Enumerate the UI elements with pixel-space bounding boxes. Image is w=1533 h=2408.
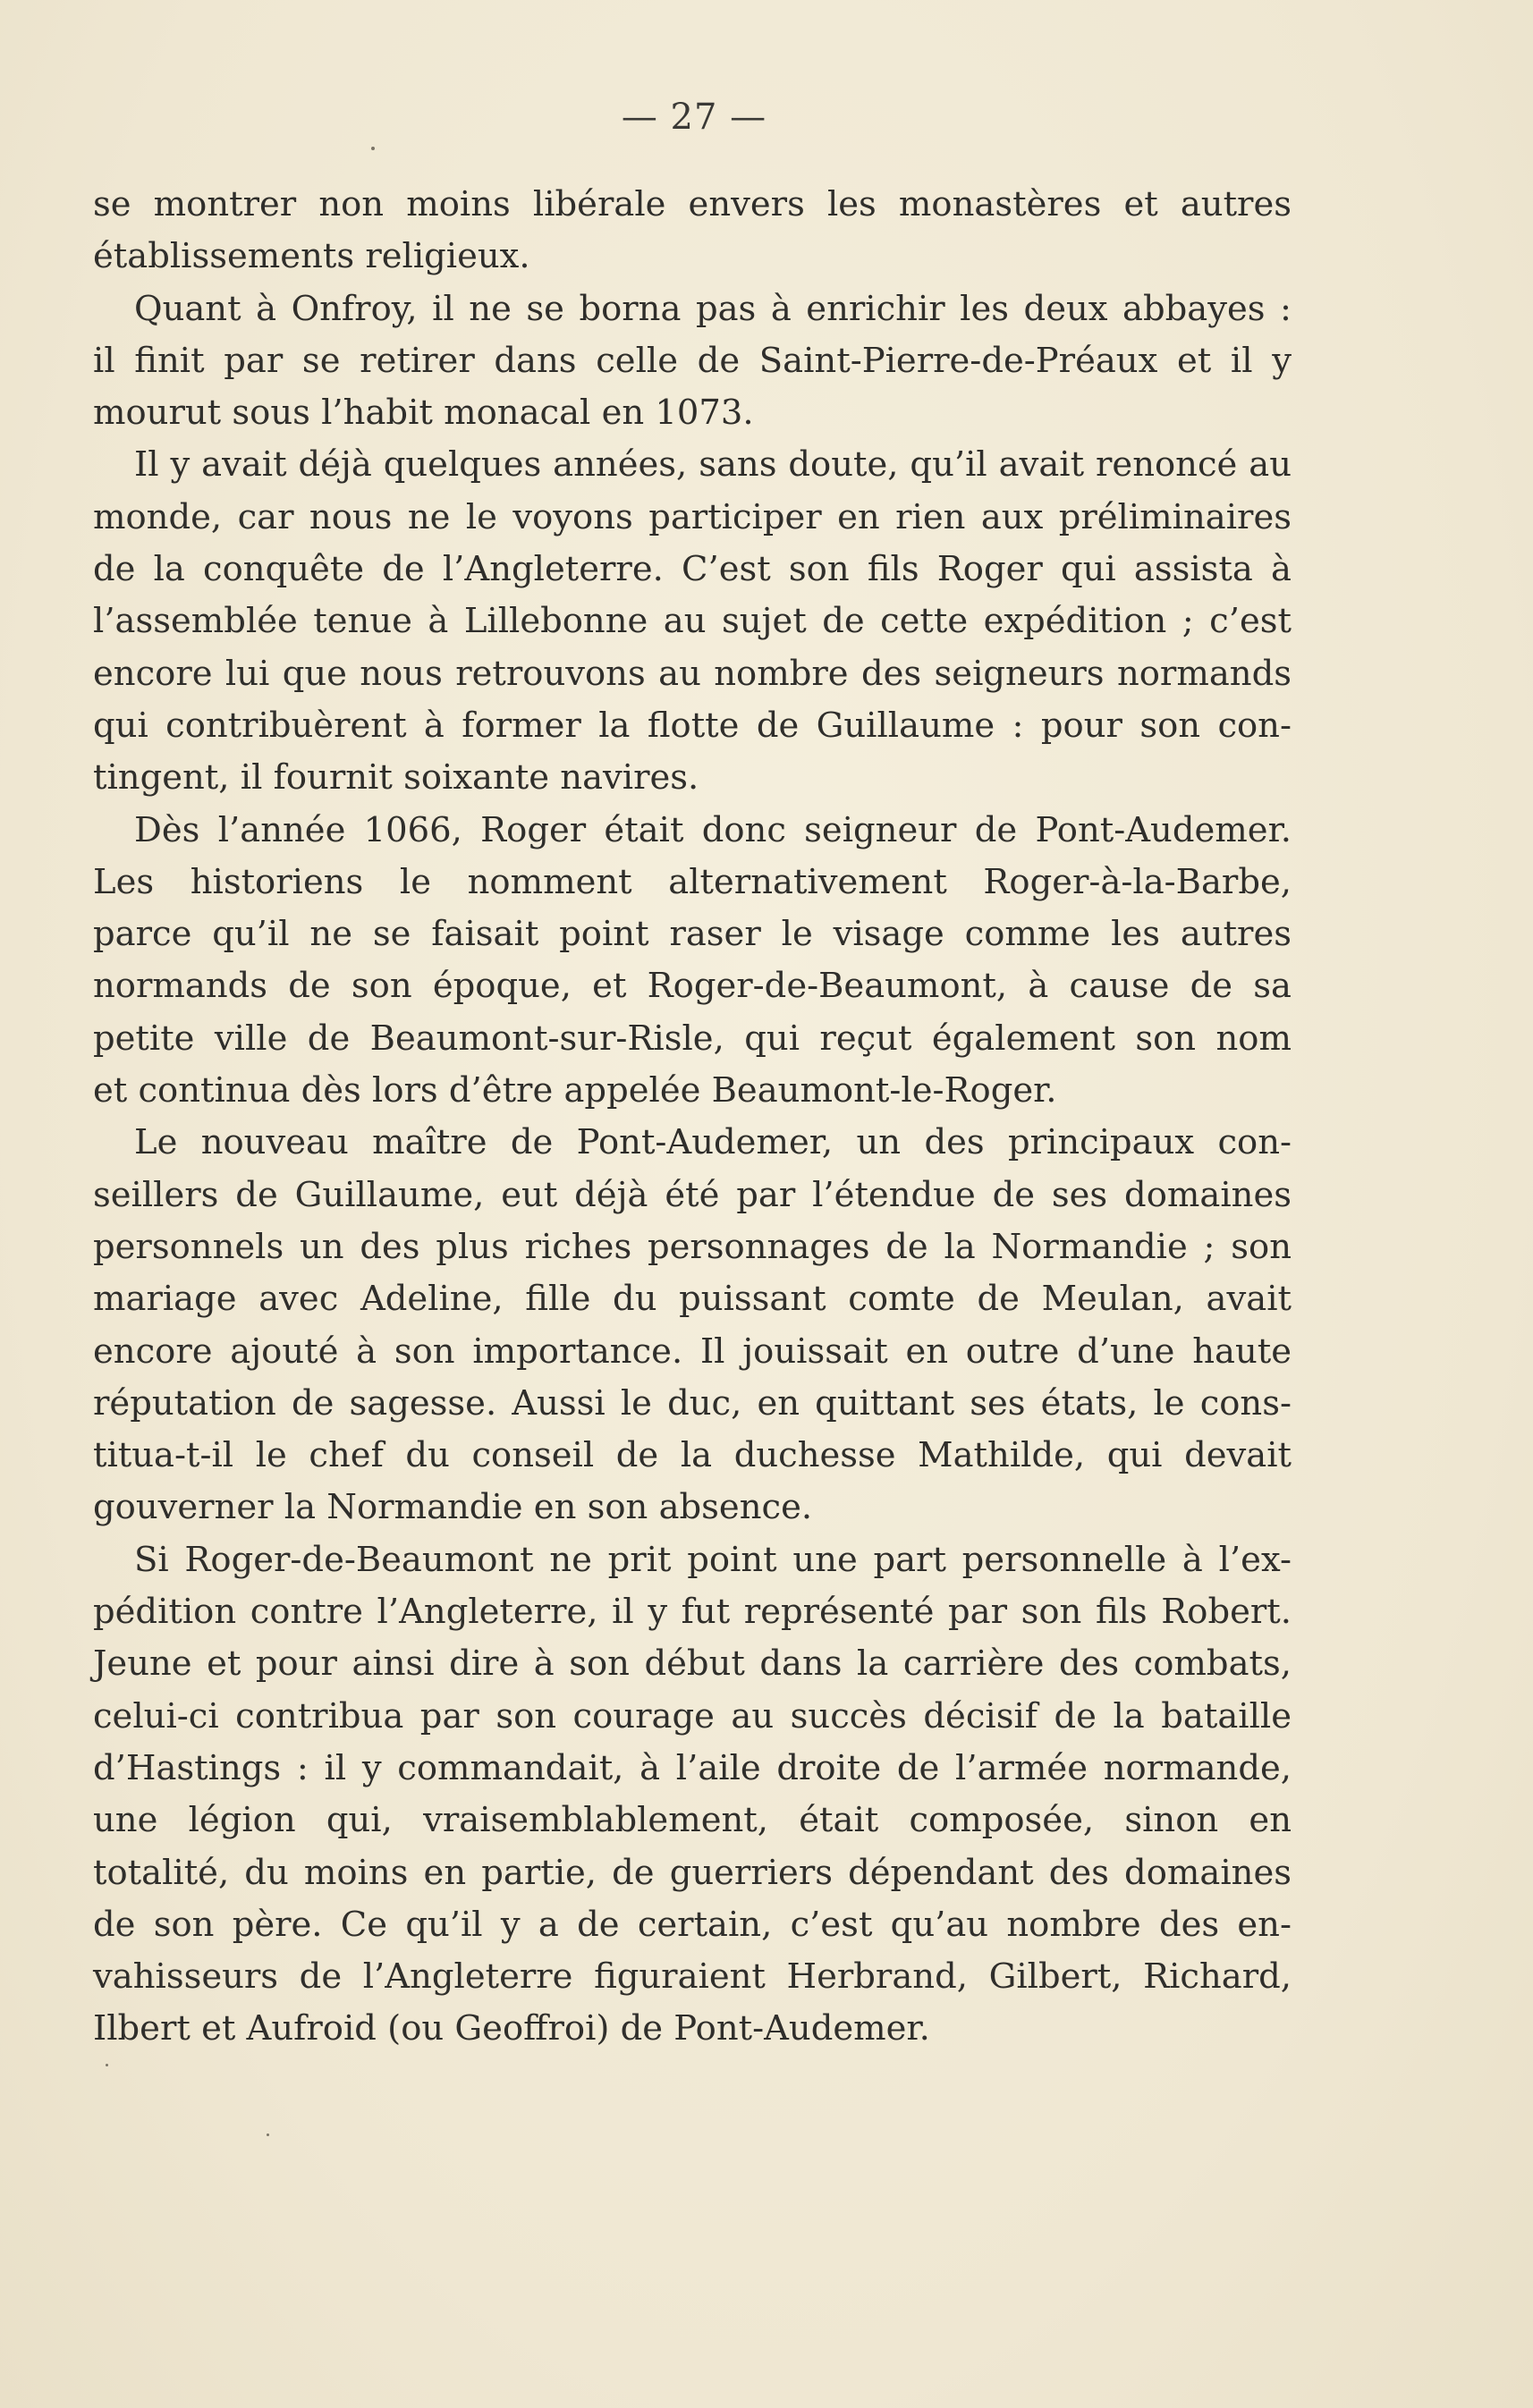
paper-speck <box>106 2064 108 2066</box>
text-line: pédition contre l’Angleterre, il y fut représenté par son fils Robert. <box>93 1592 1292 1633</box>
page-number: — 27 — <box>621 97 767 138</box>
text-line: Le nouveau maître de Pont-Audemer, un des principaux con- <box>134 1122 1292 1163</box>
text-line: de la conquête de l’Angleterre. C’est son fils Roger qui assista à <box>93 549 1292 590</box>
text-line: Ilbert et Aufroid (ou Geoffroi) de Pont-Audemer. <box>93 2008 930 2049</box>
text-line: Si Roger-de-Beaumont ne prit point une part personnelle à l’ex- <box>134 1539 1292 1580</box>
body-text <box>93 179 1292 2056</box>
text-line: personnels un des plus riches personnages de la Normandie ; son <box>93 1226 1292 1267</box>
text-line: et continua dès lors d’être appelée Beaumont-le-Roger. <box>93 1070 1057 1111</box>
text-line: de son père. Ce qu’il y a de certain, c’est qu’au nombre des en- <box>93 1904 1292 1945</box>
text-line: il finit par se retirer dans celle de Saint-Pierre-de-Préaux et il y <box>93 340 1292 381</box>
text-line: gouverner la Normandie en son absence. <box>93 1487 813 1528</box>
text-line: se montrer non moins libérale envers les monastères et autres <box>93 184 1292 224</box>
text-line: seillers de Guillaume, eut déjà été par l’étendue de ses domaines <box>93 1174 1292 1215</box>
text-line: petite ville de Beaumont-sur-Risle, qui reçut également son nom <box>93 1018 1292 1059</box>
text-line: d’Hastings : il y commandait, à l’aile droite de l’armée normande, <box>93 1747 1292 1788</box>
text-line: Il y avait déjà quelques années, sans doute, qu’il avait renoncé au <box>134 444 1292 486</box>
paper-speck <box>267 2133 269 2136</box>
text-line: tingent, il fournit soixante navires. <box>93 757 699 798</box>
text-line: réputation de sagesse. Aussi le duc, en quittant ses états, le cons- <box>93 1382 1292 1424</box>
text-line: établissements religieux. <box>93 236 530 277</box>
text-line: vahisseurs de l’Angleterre figuraient Herbrand, Gilbert, Richard, <box>93 1956 1292 1998</box>
text-line: encore lui que nous retrouvons au nombre des seigneurs normands <box>93 653 1292 694</box>
text-line: normands de son époque, et Roger-de-Beaumont, à cause de sa <box>93 966 1292 1007</box>
text-line: totalité, du moins en partie, de guerriers dépendant des domaines <box>93 1852 1292 1893</box>
text-line: monde, car nous ne le voyons participer en rien aux préliminaires <box>93 496 1292 537</box>
text-line: Quant à Onfroy, il ne se borna pas à enrichir les deux abbayes : <box>134 288 1292 329</box>
text-line: mourut sous l’habit monacal en 1073. <box>93 393 754 434</box>
text-line: mariage avec Adeline, fille du puissant comte de Meulan, avait <box>93 1279 1292 1320</box>
text-line: l’assemblée tenue à Lillebonne au sujet de cette expédition ; c’est <box>93 601 1292 642</box>
paper-speck <box>371 147 375 150</box>
text-line: Jeune et pour ainsi dire à son début dans la carrière des combats, <box>93 1643 1292 1685</box>
text-line: Les historiens le nomment alternativement Roger-à-la-Barbe, <box>93 861 1292 902</box>
text-line: parce qu’il ne se faisait point raser le visage comme les autres <box>93 914 1292 955</box>
text-line: Dès l’année 1066, Roger était donc seigneur de Pont-Audemer. <box>134 809 1292 850</box>
text-line: qui contribuèrent à former la flotte de Guillaume : pour son con- <box>93 705 1292 746</box>
text-line: titua-t-il le chef du conseil de la duchesse Mathilde, qui devait <box>93 1435 1292 1476</box>
text-line: une légion qui, vraisemblablement, était composée, sinon en <box>93 1800 1292 1841</box>
text-line: celui-ci contribua par son courage au succès décisif de la bataille <box>93 1695 1292 1736</box>
text-line: encore ajouté à son importance. Il jouissait en outre d’une haute <box>93 1331 1292 1372</box>
